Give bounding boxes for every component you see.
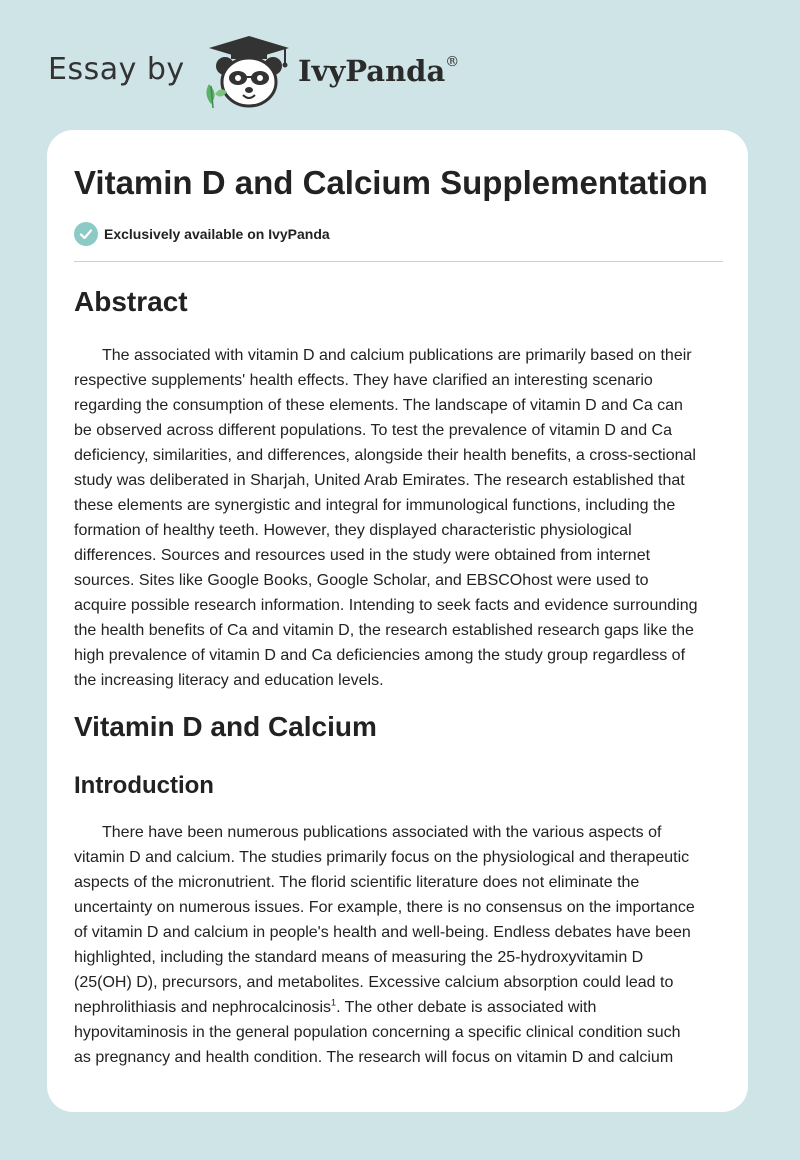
abstract-line: acquire possible research information. Intending to seek facts and evidence surrounding [74,597,698,614]
abstract-line: regarding the consumption of these elements. The landscape of vitamin D and Ca can [74,397,683,414]
abstract-line: be observed across different populations. To test the prevalence of vitamin D and Ca [74,422,672,439]
abstract-heading: Abstract [74,286,188,317]
essay-card [47,130,748,1112]
title-divider [74,261,723,262]
abstract-line: respective supplements' health effects. They have clarified an interesting scenario [74,372,653,389]
introduction-line: (25(OH) D), precursors, and metabolites. Excessive calcium absorption could lead to [74,974,674,991]
abstract-line: the increasing literacy and education levels. [74,672,384,689]
introduction-line: as pregnancy and health condition. The research will focus on vitamin D and calcium [74,1049,674,1066]
ivypanda-logo-icon [201,34,297,110]
introduction-line: aspects of the micronutrient. The florid scientific literature does not eliminate the [74,874,640,891]
page-title: Vitamin D and Calcium Supplementation [74,164,708,201]
introduction-line: of vitamin D and calcium in people's health and well-being. Endless debates have been [74,924,691,941]
introduction-line: highlighted, including the standard means of measuring the 25-hydroxyvitamin D [74,949,644,966]
abstract-line: formation of healthy teeth. However, they displayed characteristic physiological [74,522,632,539]
abstract-line: high prevalence of vitamin D and Ca deficiencies among the study group regardless of [74,647,686,664]
check-circle-icon [74,222,98,246]
abstract-line: study was deliberated in Sharjah, United Arab Emirates. The research established that [74,472,685,489]
exclusive-badge-text: Exclusively available on IvyPanda [104,226,330,242]
abstract-line: the health benefits of Ca and vitamin D, the research established research gaps like the [74,622,694,639]
introduction-paragraph [74,820,726,1070]
abstract-paragraph [74,343,726,693]
introduction-line: There have been numerous publications associated with the various aspects of [102,824,662,841]
abstract-line: differences. Sources and resources used in the study were obtained from internet [74,547,651,564]
abstract-line: The associated with vitamin D and calcium publications are primarily based on their [102,347,692,364]
abstract-line: deficiency, similarities, and differences, alongside their health benefits, a cross-sectional [74,447,696,464]
exclusive-badge [74,221,330,247]
introduction-line: hypovitaminosis in the general population concerning a specific clinical condition such [74,1024,681,1041]
introduction-line: uncertainty on numerous issues. For example, there is no consensus on the importance [74,899,695,916]
introduction-line-footnoted: nephrolithiasis and nephrocalcinosis$^1$. The other debate is associated with [74,997,597,1016]
abstract-line: these elements are synergistic and integral for immunological functions, including the [74,497,676,514]
registered-mark: ® [445,54,460,71]
introduction-heading: Introduction [74,772,214,799]
footnote-ref-1[interactable]: 1 [331,997,337,1008]
introduction-line: vitamin D and calcium. The studies primarily focus on the physiological and therapeutic [74,849,690,866]
site-header [48,34,508,110]
essay-by-label: Essay by [48,52,185,87]
brand-name[interactable]: IvyPanda® [298,54,460,88]
section-heading-vitamin-d-calcium: Vitamin D and Calcium [74,711,377,742]
abstract-line: sources. Sites like Google Books, Google Scholar, and EBSCOhost were used to [74,572,649,589]
